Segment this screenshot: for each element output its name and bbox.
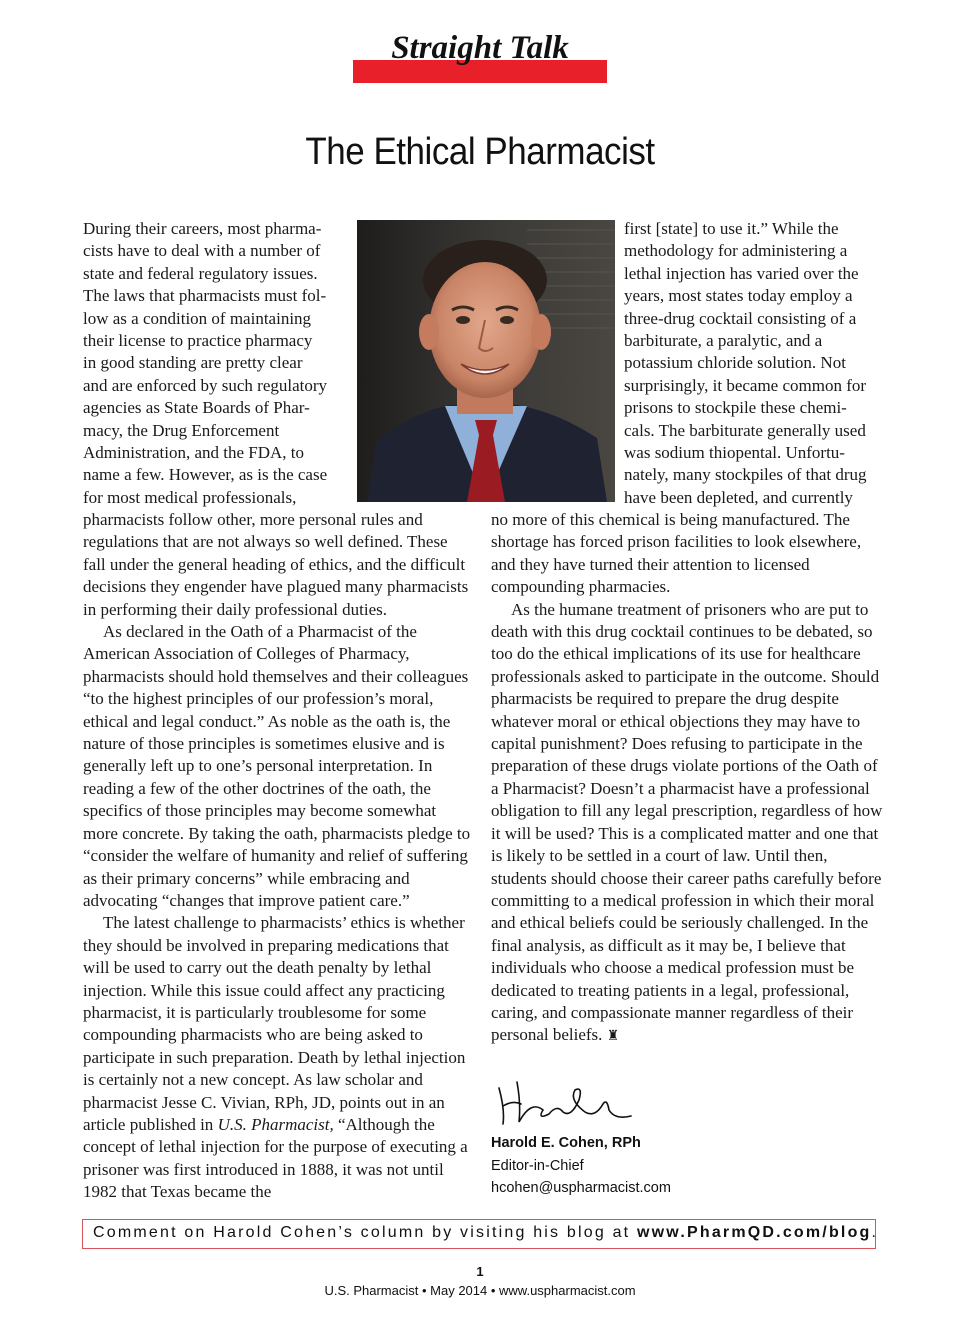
paragraph: As declared in the Oath of a Pharmacist of the American Association of Colleges of Pharmacy, pharmacists should hold themselves and their colleagues “to the highest principles of our profession’s moral, ethical and legal conduct.” As noble as the oath is, the nature of those principles is sometimes elusive and is generally left up to one’s personal interpretation. In reading a few of the other doctrines of the oath, the specifics of those principles may become somewhat more concrete. By taking the oath, pharmacists pledge to “consider the welfare of humanity and relief of suffering as their primary concerns” while embracing and advocating “changes that improve patient care.”	[83, 622, 471, 910]
left-column-top	[83, 218, 348, 509]
left-line: The laws that pharmacists must fol-	[83, 286, 327, 306]
left-line: low as a condition of maintaining	[83, 308, 312, 328]
right-line: first [state] to use it.” While the	[624, 219, 839, 238]
left-line: their license to practice pharmacy	[83, 331, 313, 351]
article-title: The Ethical Pharmacist	[305, 131, 655, 173]
portrait-photo-icon	[357, 220, 615, 502]
left-line: agencies as State Boards of Phar-	[83, 398, 310, 418]
right-line: cals. The barbiturate generally used	[624, 420, 866, 440]
journal-name: U.S. Pharmacist,	[217, 1114, 334, 1134]
left-line: and are enforced by such regulatory	[83, 375, 328, 395]
paragraph-text: The latest challenge to pharmacists’ ethics is whether they should be involved in preparing medications that will be used to carry out the death penalty by lethal injection. While this issue could affect any practicing pharmacist, it is particularly troublesome for some compounding pharmacists who are being asked to participate in such preparation. Death by lethal injection is certainly not a new concept. As law scholar and pharmacist Jesse C. Vivian, RPh, JD, points out in an article published in	[83, 913, 466, 1134]
left-line: for most medical professionals,	[83, 487, 297, 507]
paragraph-text: “Although the concept of lethal injection for the purpose of executing a prisoner was first introduced in 1888, it was not until 1982 that Texas became the	[83, 1114, 468, 1202]
comment-box	[82, 1219, 879, 1249]
right-line: was sodium thiopental. Unfortu-	[624, 443, 845, 463]
paragraph: no more of this chemical is being manufactured. The shortage has forced prison facilities to look elsewhere, and they have turned their attention to licensed compounding pharmacies.	[491, 510, 862, 597]
handwritten-signature-icon	[491, 1070, 641, 1132]
left-line: name a few. However, as is the case	[83, 465, 328, 485]
paragraph-text: As the humane treatment of prisoners who are put to death with this drug cocktail continues to be debated, so too do the ethical implications of its use for healthcare professionals asked to participate in the outcome. Should pharmacists be required to prepare the drug despite whatever moral or ethical objections they may have to capital punishment? Does refusing to participate in the preparation of these drugs violate portions of the Oath of a Pharmacist? Doesn’t a pharmacist have a professional obligation to fill any legal prescription, regardless of how it will be used? This is a complicated matter and one that is likely to be settled in a court of law. Until then, students should choose their career paths carefully before committing to a medical profession in which their moral and ethical beliefs could be seriously challenged. In the final analysis, as difficult as it may be, I believe that individuals who choose a medical profession must be dedicated to treating patients in a legal, professional, caring, and compassionate manner regardless of their personal beliefs.	[491, 599, 883, 1045]
page-number: 1	[476, 1264, 484, 1279]
footer-line: U.S. Pharmacist • May 2014 • www.uspharmacist.com	[324, 1283, 636, 1298]
right-line: potassium chloride solution. Not	[624, 353, 846, 373]
right-line: prisons to stockpile these chemi-	[624, 398, 847, 418]
left-line: state and federal regulatory issues.	[83, 263, 318, 283]
author-role: Editor-in-Chief	[491, 1157, 584, 1174]
section-title: Straight Talk	[391, 30, 569, 66]
right-line: years, most states today employ a	[624, 286, 853, 306]
left-column-body	[83, 509, 473, 1204]
right-line: have been depleted, and currently	[624, 487, 853, 507]
left-line: Administration, and the FDA, to	[83, 443, 304, 463]
right-line: barbiturate, a paralytic, and a	[624, 331, 823, 351]
left-line: in good standing are pretty clear	[83, 353, 303, 373]
comment-prompt: Comment on Harold Cohen’s column by visiting his blog at	[93, 1224, 637, 1241]
left-line: During their careers, most pharma-	[83, 219, 322, 238]
author-name: Harold E. Cohen, RPh	[491, 1135, 641, 1151]
left-line: cists have to deal with a number of	[83, 241, 321, 261]
right-line: lethal injection has varied over the	[624, 263, 859, 283]
right-line: surprisingly, it became common for	[624, 375, 867, 395]
comment-text	[93, 1224, 878, 1242]
right-line: three-drug cocktail consisting of a	[624, 308, 857, 328]
signature-block	[491, 1068, 791, 1203]
author-email[interactable]: hcohen@uspharmacist.com	[491, 1180, 671, 1196]
paragraph	[83, 912, 473, 1203]
paragraph: pharmacists follow other, more personal rules and regulations that are not always so well defined. These fall under the general heading of ethics, and the difficult decisions they engender have plagued many pharmacists in performing their daily professional duties.	[83, 510, 469, 619]
right-column-body	[491, 509, 883, 1048]
comment-period: .	[871, 1224, 879, 1241]
right-column-top	[624, 218, 884, 509]
paragraph	[491, 599, 883, 1048]
author-photo	[357, 220, 615, 502]
right-line: nately, many stockpiles of that drug	[624, 465, 867, 485]
left-line: macy, the Drug Enforcement	[83, 420, 280, 440]
right-line: methodology for administering a	[624, 241, 848, 261]
blog-link[interactable]: www.PharmQD.com/blog	[636, 1224, 872, 1241]
end-mark-icon: ♜	[606, 1028, 620, 1045]
